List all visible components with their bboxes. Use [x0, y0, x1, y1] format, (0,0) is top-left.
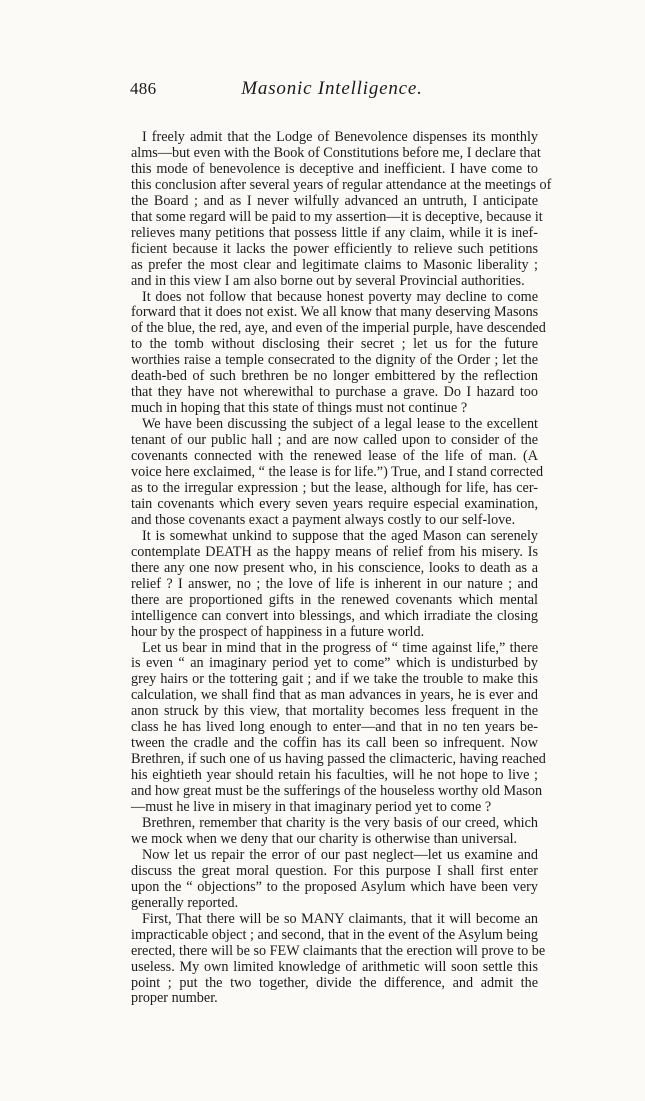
text-line: class he has lived long enough to enter—and that in no ten years be- — [131, 719, 538, 736]
text-line: proper number. — [131, 990, 218, 1007]
text-line: as prefer the most clear and legitimate claims to Masonic liberality ; — [131, 256, 538, 273]
running-title: Masonic Intelligence. — [241, 78, 423, 99]
text-line: hour by the prospect of happiness in a future world. — [131, 623, 425, 640]
text-line: erected, there will be so FEW claimants that the erection will prove to be — [131, 942, 546, 959]
text-line: discuss the great moral question. For this purpose I shall first enter — [131, 862, 538, 879]
text-line: impracticable object ; and second, that in the event of the Asylum being — [131, 926, 538, 943]
text-line: anon struck by this view, that mortality becomes less frequent in the — [131, 703, 538, 720]
text-line: Brethren, remember that charity is the very basis of our creed, which — [142, 814, 538, 831]
text-line: Brethren, if such one of us having passed the climacteric, having reached — [131, 751, 546, 768]
text-line: his eightieth year should retain his faculties, will he not hope to live ; — [131, 767, 538, 784]
text-line: we mock when we deny that our charity is otherwise than universal. — [131, 830, 518, 847]
text-line: covenants connected with the renewed lease of the life of man. (A — [131, 448, 538, 465]
text-line: and in this view I am also borne out by several Provincial authorities. — [131, 272, 525, 289]
body-text — [131, 129, 552, 1007]
text-line: tween the cradle and the coffin has its call been so infrequent. Now — [131, 735, 538, 752]
text-line: to the tomb without disclosing their secret ; let us for the future — [131, 336, 538, 353]
text-line: there are proportioned gifts in the renewed covenants which mental — [131, 591, 538, 608]
text-line: that some regard will be paid to my assertion—it is deceptive, because it — [131, 208, 543, 225]
text-line: and those covenants exact a payment always costly to our self-love. — [131, 511, 516, 528]
text-line: First, That there will be so MANY claimants, that it will become an — [142, 910, 538, 927]
text-line: this conclusion after several years of regular attendance at the meetings of — [131, 176, 552, 193]
text-line: relief ? I answer, no ; the love of life is inherent in our nature ; and — [131, 575, 538, 592]
text-line: I freely admit that the Lodge of Benevolence dispenses its monthly — [142, 129, 538, 145]
text-line: tain covenants which every seven years require especial examination, — [131, 495, 538, 512]
text-line: point ; put the two together, divide the difference, and admit the — [131, 974, 538, 991]
text-line: We have been discussing the subject of a legal lease to the excellent — [142, 416, 538, 433]
text-line: intelligence can convert into blessings, and which irradiate the closing — [131, 607, 538, 624]
text-line: forward that it does not exist. We all know that many deserving Masons — [131, 304, 539, 321]
text-line: voice here exclaimed, “ the lease is for life.”) True, and I stand corrected — [131, 464, 544, 481]
text-line: It is somewhat unkind to suppose that the aged Mason can serenely — [142, 527, 538, 544]
text-line: much in hoping that this state of things must not continue ? — [131, 400, 468, 417]
text-line: upon the “ objections” to the proposed Asylum which have been very — [131, 878, 538, 895]
text-line: of the blue, the red, aye, and even of the imperial purple, have descended — [131, 320, 546, 337]
text-line: there any one now present who, in his conscience, looks to death as a — [131, 559, 538, 576]
text-line: useless. My own limited knowledge of arithmetic will soon settle this — [131, 958, 538, 975]
text-line: the Board ; and as I never wilfully advanced an untruth, I anticipate — [131, 192, 538, 209]
text-line: ficient because it lacks the power efficiently to relieve such petitions — [131, 240, 538, 257]
text-line: worthies raise a temple consecrated to the dignity of the Order ; let the — [131, 352, 538, 369]
page-header — [120, 79, 544, 103]
text-line: and how great must be the sufferings of the houseless worthy old Mason — [131, 783, 543, 800]
text-line: relieves many petitions that possess little if any claim, while it is inef- — [131, 224, 538, 241]
text-line: contemplate DEATH as the happy means of relief from his misery. Is — [131, 543, 538, 560]
text-line: Let us bear in mind that in the progress of “ time against life,” there — [142, 639, 538, 656]
text-line: as to the irregular expression ; but the lease, although for life, has cer- — [131, 479, 538, 496]
text-line: this mode of benevolence is deceptive and inefficient. I have come to — [131, 160, 538, 177]
text-line: tenant of our public hall ; and are now called upon to consider of the — [131, 432, 538, 449]
text-line: It does not follow that because honest poverty may decline to come — [142, 288, 538, 305]
page-number: 486 — [130, 79, 157, 98]
text-line: grey hairs or the tottering gait ; and if we take the trouble to make this — [131, 671, 538, 688]
text-line: Now let us repair the error of our past neglect—let us examine and — [142, 846, 538, 863]
text-line: that they have not wherewithal to purchase a grave. Do I hazard too — [131, 384, 538, 401]
text-line: generally reported. — [131, 894, 239, 911]
text-line: alms—but even with the Book of Constitutions before me, I declare that — [131, 144, 541, 161]
text-line: death-bed of such brethren be no longer embittered by the reflection — [131, 368, 538, 385]
text-line: is even “ an imaginary period yet to come” which is undisturbed by — [131, 655, 538, 672]
text-line: calculation, we shall find that as man advances in years, he is ever and — [131, 687, 538, 704]
text-line: —must he live in misery in that imaginary period yet to come ? — [131, 799, 492, 816]
